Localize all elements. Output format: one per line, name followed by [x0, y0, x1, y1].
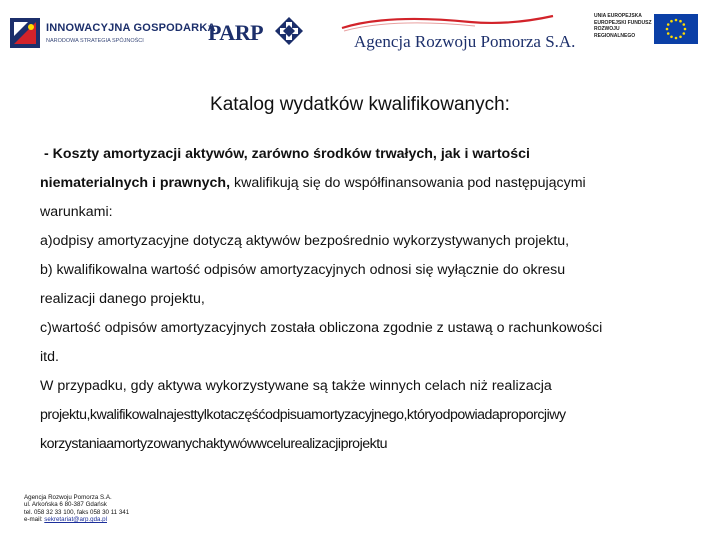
content-line-3: warunkami:	[40, 204, 113, 220]
page-title: Katalog wydatków kwalifikowanych:	[210, 94, 510, 115]
content-line-6: realizacji danego projektu,	[40, 291, 205, 307]
eu-logo	[582, 12, 702, 44]
content-line-8: itd.	[40, 349, 59, 365]
ig-logo-subtitle: NARODOWA STRATEGIA SPÓJNOŚCI	[46, 38, 144, 44]
footer-phone: tel. 058 32 33 100, faks 058 30 11 341	[24, 508, 130, 516]
content-line-4: a)odpisy amortyzacyjne dotyczą aktywów bezpośrednio wykorzystywanych projektu,	[40, 233, 570, 249]
arp-logo	[340, 14, 576, 56]
content-line-10: projektu,kwalifikowalnajesttylkotaczęśćodpisuamortyzacyjnego,któryodpowiadaproporcjiwy	[40, 407, 566, 423]
footer-contact	[24, 494, 129, 524]
innowacyjna-gospodarka-logo	[10, 14, 216, 54]
parp-logo-text: PARP	[208, 20, 264, 45]
content-line-2-rest: kwalifikują się do współfinansowania pod następującymi	[230, 175, 586, 191]
content-line-1: - Koszty amortyzacji aktywów, zarówno środków trwałych, jak i wartości	[44, 146, 530, 162]
arp-logo-text: Agencja Rozwoju Pomorza S.A.	[354, 32, 576, 51]
eu-logo-text: UNIA EUROPEJSKA EUROPEJSKI FUNDUSZ ROZWOJU REGIONALNEGO	[594, 13, 652, 39]
content-line-7: c)wartość odpisów amortyzacyjnych została obliczona zgodnie z ustawą o rachunkowości	[40, 320, 603, 336]
footer-email-label: e-mail:	[24, 516, 45, 524]
footer-email-link[interactable]: sekretariat@arp.gda.pl	[44, 516, 107, 524]
eu-flag-icon	[654, 14, 698, 44]
footer-company: Agencja Rozwoju Pomorza S.A.	[24, 494, 112, 501]
content-line-11: korzystaniaamortyzowanychaktywówwcelurealizacjiprojektu	[40, 436, 388, 452]
parp-emblem-icon	[274, 16, 304, 46]
footer-email-line	[24, 516, 129, 523]
content-line-2-bold: niematerialnych i prawnych,	[40, 175, 231, 191]
content-line-5: b) kwalifikowalna wartość odpisów amortyzacyjnych odnosi się wyłącznie do okresu	[40, 262, 566, 278]
header	[0, 0, 720, 70]
footer-address: ul. Arkońska 6 80-387 Gdańsk	[24, 501, 107, 509]
ig-emblem-icon	[10, 18, 40, 48]
content-line-2	[40, 169, 700, 198]
ig-logo-title: INNOWACYJNA GOSPODARKA	[46, 22, 216, 34]
parp-logo	[208, 12, 308, 56]
content-line-9: W przypadku, gdy aktywa wykorzystywane są także winnych celach niż realizacja	[40, 378, 552, 394]
content-body	[40, 140, 700, 459]
